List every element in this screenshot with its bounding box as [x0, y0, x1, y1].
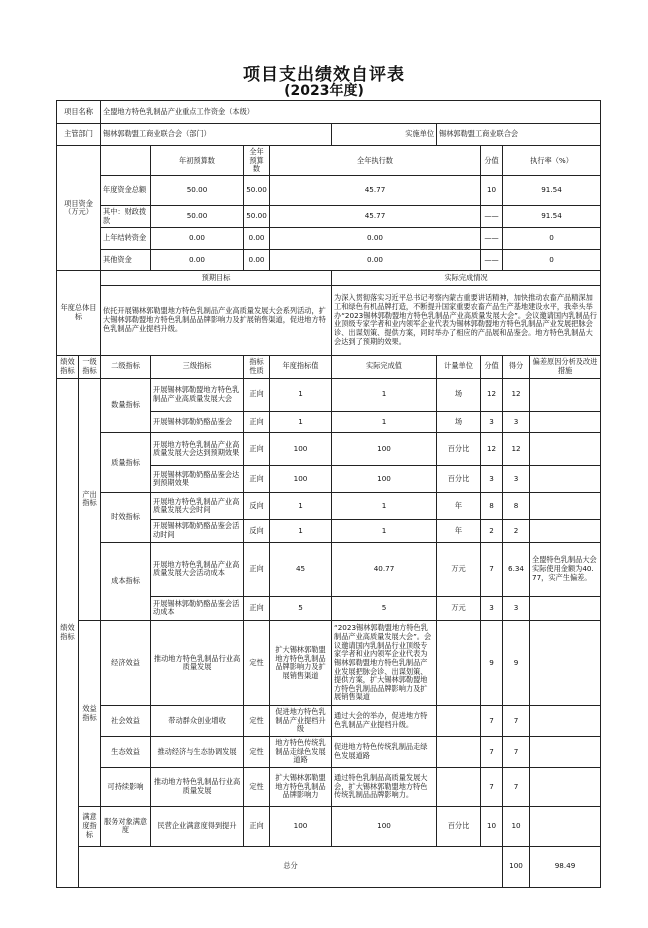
output-label: 产出指标 [79, 378, 101, 621]
time-label: 时效指标 [101, 493, 151, 543]
funds-header-row [57, 146, 601, 176]
perf-note [530, 411, 601, 433]
quantity-label: 数量指标 [101, 378, 151, 433]
perf-header: 实际完成值 [332, 355, 437, 378]
perf-target: 100 [270, 807, 332, 846]
perf-note [530, 596, 601, 621]
funds-cell: —— [481, 206, 503, 228]
perf-unit: 万元 [437, 542, 481, 596]
perf-indicator: 开展锡林郭勒奶酪品鉴会活动时间 [151, 520, 244, 543]
funds-cell: 45.77 [270, 176, 481, 206]
perf-indicator: 开展锡林郭勒盟地方特色乳制品产业高质量发展大会 [151, 378, 244, 411]
funds-row [57, 227, 601, 249]
perf-indicator: 开展地方特色乳制品产业高质量发展大会达到预期效果 [151, 433, 244, 466]
funds-row-label: 年度资金总额 [101, 176, 151, 206]
perf-note: 全盟特色乳制品大会实际使用金额为40.77，实产生偏差。 [530, 542, 601, 596]
perf-score: 2 [503, 520, 530, 543]
perf-note [530, 493, 601, 520]
perf-indicator: 带动群众创业增收 [151, 706, 244, 737]
perf-unit: 年 [437, 520, 481, 543]
eco-label: 生态效益 [101, 737, 151, 768]
perf-actual: 40.77 [332, 542, 437, 596]
perf-note [530, 466, 601, 493]
perf-max: 7 [481, 737, 503, 768]
perf-actual: 100 [332, 807, 437, 846]
page-title: 项目支出绩效自评表 [243, 65, 405, 85]
perf-actual: 100 [332, 433, 437, 466]
perf-unit: 百分比 [437, 433, 481, 466]
impl-label: 实施单位 [332, 123, 437, 146]
funds-cell: 0.00 [244, 227, 270, 249]
perf-nature: 反向 [244, 493, 270, 520]
perf-indicator: 开展锡林郭勒奶酪品鉴会达到预期效果 [151, 466, 244, 493]
total-label: 总分 [79, 846, 503, 888]
perf-actual: 100 [332, 466, 437, 493]
perf-max: 7 [481, 542, 503, 596]
perf-unit: 场 [437, 378, 481, 411]
perf-indicator: 推动经济与生态协调发展 [151, 737, 244, 768]
perf-score: 9 [503, 621, 530, 706]
perf-score: 8 [503, 493, 530, 520]
project-name-value: 全盟地方特色乳制品产业重点工作资金（本级） [101, 101, 601, 124]
perf-row [57, 542, 601, 596]
perf-score: 6.34 [503, 542, 530, 596]
perf-header: 三级指标 [151, 355, 244, 378]
perf-score: 3 [503, 411, 530, 433]
perf-unit [437, 768, 481, 807]
goals-actual-text: 为深入贯彻落实习近平总书记考察内蒙古重要讲话精神，加快推动农畜产品精深加工和绿色有机品牌打造，不断提升国家重要农畜产品生产基地建设水平，我牵头举办“2023锡林郭勒盟地方特色乳制品产业高质量发展大会”。会议邀请国内乳制品行业顶级专家学者和业内领军企业代表为锡林郭勒盟地方特色乳制品产业发展把脉会诊、出谋划策、提供方案，同时举办了相应的产品展和品鉴会。地方特色乳制品大会达到了预期的效果。 [332, 285, 601, 355]
perf-max: 3 [481, 411, 503, 433]
perf-target: 1 [270, 493, 332, 520]
goals-expected-label: 预期目标 [101, 271, 332, 285]
perf-header: 偏差原因分析及改进措施 [530, 355, 601, 378]
funds-header: 全年执行数 [270, 146, 481, 176]
perf-note [530, 433, 601, 466]
funds-cell: 91.54 [503, 176, 601, 206]
perf-indicator: 开展锡林郭勒奶酪品鉴会活动成本 [151, 596, 244, 621]
funds-row-label: 其中：财政拨款 [101, 206, 151, 228]
page-subtitle-year: (2023年度) [284, 83, 364, 99]
funds-section-label: 项目资金（万元） [57, 146, 101, 271]
funds-header: 全年预算数 [244, 146, 270, 176]
perf-indicator: 推动地方特色乳制品行业高质量发展 [151, 768, 244, 807]
perf-nature: 正向 [244, 411, 270, 433]
perf-nature: 正向 [244, 378, 270, 411]
perf-target: 促进地方特色乳制品产业提档升级 [270, 706, 332, 737]
funds-header: 年初预算数 [151, 146, 244, 176]
perf-actual: 1 [332, 411, 437, 433]
perf-note [530, 378, 601, 411]
perf-target: 45 [270, 542, 332, 596]
perf-indicator: 开展锡林郭勒奶酪品鉴会 [151, 411, 244, 433]
perf-header: 指标性质 [244, 355, 270, 378]
economic-label: 经济效益 [101, 621, 151, 706]
goals-row [57, 285, 601, 355]
perf-header: 二级指标 [101, 355, 151, 378]
perf-nature: 正向 [244, 542, 270, 596]
total-max: 100 [503, 846, 530, 888]
funds-cell: 10 [481, 176, 503, 206]
perf-actual: 1 [332, 378, 437, 411]
total-row [57, 846, 601, 888]
dept-label: 主管部门 [57, 123, 101, 146]
perf-unit [437, 706, 481, 737]
cost-label: 成本指标 [101, 542, 151, 620]
dept-value: 锡林郭勒盟工商业联合会（部门） [101, 123, 332, 146]
funds-cell: 0 [503, 249, 601, 271]
perf-nature: 反向 [244, 520, 270, 543]
perf-note [530, 807, 601, 846]
funds-cell: 0.00 [270, 227, 481, 249]
perf-header: 分值 [481, 355, 503, 378]
funds-header: 执行率（%） [503, 146, 601, 176]
project-name-label: 项目名称 [57, 101, 101, 124]
perf-row [57, 768, 601, 807]
perf-actual: 通过特色乳制品高质量发展大会，扩大锡林郭勒盟地方特色传统乳制品品牌影响力。 [332, 768, 437, 807]
perf-actual: 5 [332, 596, 437, 621]
funds-cell: 50.00 [151, 206, 244, 228]
perf-nature: 定性 [244, 621, 270, 706]
evaluation-table [56, 100, 601, 888]
perf-unit [437, 737, 481, 768]
perf-nature: 正向 [244, 807, 270, 846]
perf-score: 12 [503, 378, 530, 411]
perf-note [530, 520, 601, 543]
perf-row [57, 737, 601, 768]
perf-unit: 万元 [437, 596, 481, 621]
perf-indicator: 开展地方特色乳制品产业高质量发展大会时间 [151, 493, 244, 520]
perf-header: 计量单位 [437, 355, 481, 378]
funds-row [57, 249, 601, 271]
perf-max: 12 [481, 378, 503, 411]
funds-cell: 50.00 [151, 176, 244, 206]
funds-cell: 50.00 [244, 206, 270, 228]
perf-unit: 百分比 [437, 807, 481, 846]
satisfaction-label: 满意度指标 [79, 807, 101, 846]
project-name-row [57, 101, 601, 124]
funds-header: 分值 [481, 146, 503, 176]
perf-max: 12 [481, 433, 503, 466]
sustain-label: 可持续影响 [101, 768, 151, 807]
perf-target: 5 [270, 596, 332, 621]
funds-row-label: 上年结转资金 [101, 227, 151, 249]
perf-actual: 1 [332, 493, 437, 520]
perf-max: 2 [481, 520, 503, 543]
perf-score: 7 [503, 737, 530, 768]
perf-note [530, 737, 601, 768]
perf-target: 100 [270, 433, 332, 466]
perf-row [57, 807, 601, 846]
funds-cell: 0.00 [151, 227, 244, 249]
perf-unit: 年 [437, 493, 481, 520]
perf-note [530, 621, 601, 706]
impl-value: 锡林郭勒盟工商业联合会 [437, 123, 601, 146]
funds-row [57, 206, 601, 228]
goals-label: 年度总体目标 [57, 271, 101, 356]
perf-row [57, 433, 601, 466]
perf-target: 1 [270, 520, 332, 543]
perf-max: 3 [481, 596, 503, 621]
funds-cell: 0.00 [270, 249, 481, 271]
perf-note [530, 768, 601, 807]
funds-cell: 45.77 [270, 206, 481, 228]
perf-indicator: 开展地方特色乳制品产业高质量发展大会活动成本 [151, 542, 244, 596]
perf-nature: 定性 [244, 706, 270, 737]
perf-target: 扩大锡林郭勒盟地方特色乳制品品牌影响力 [270, 768, 332, 807]
perf-row [57, 493, 601, 520]
perf-max: 9 [481, 621, 503, 706]
perf-header: 绩效指标 [57, 355, 79, 378]
funds-row [57, 176, 601, 206]
funds-cell: 0 [503, 227, 601, 249]
goals-actual-label: 实际完成情况 [332, 271, 601, 285]
perf-nature: 正向 [244, 596, 270, 621]
funds-cell: —— [481, 227, 503, 249]
dept-row [57, 123, 601, 146]
perf-nature: 正向 [244, 433, 270, 466]
perf-unit: 百分比 [437, 466, 481, 493]
perf-group-label: 绩效指标 [57, 378, 79, 887]
perf-unit [437, 621, 481, 706]
service-label: 服务对象满意度 [101, 807, 151, 846]
perf-target: 地方特色传统乳制品走绿色发展道路 [270, 737, 332, 768]
perf-score: 7 [503, 706, 530, 737]
perf-score: 3 [503, 596, 530, 621]
perf-target: 100 [270, 466, 332, 493]
perf-actual: 1 [332, 520, 437, 543]
funds-cell: 0.00 [151, 249, 244, 271]
perf-actual: 通过大会的举办，促进地方特色乳制品产业提档升级。 [332, 706, 437, 737]
perf-unit: 场 [437, 411, 481, 433]
perf-note [530, 706, 601, 737]
perf-score: 12 [503, 433, 530, 466]
perf-actual: “2023锡林郭勒盟地方特色乳制品产业高质量发展大会”。会议邀请国内乳制品行业顶级专家学者和业内领军企业代表为锡林郭勒盟地方特色乳制品产业发展把脉会诊、出谋划策、提供方案，扩大锡林郭勒盟地方特色乳制品品牌影响力及扩展销售渠道 [332, 621, 437, 706]
perf-nature: 定性 [244, 768, 270, 807]
perf-row [57, 706, 601, 737]
social-label: 社会效益 [101, 706, 151, 737]
perf-score: 10 [503, 807, 530, 846]
effect-label: 效益指标 [79, 621, 101, 807]
perf-header: 得分 [503, 355, 530, 378]
perf-indicator: 推动地方特色乳制品行业高质量发展 [151, 621, 244, 706]
perf-nature: 定性 [244, 737, 270, 768]
perf-header: 年度指标值 [270, 355, 332, 378]
funds-cell: —— [481, 249, 503, 271]
perf-header: 一级指标 [79, 355, 101, 378]
funds-cell: 91.54 [503, 206, 601, 228]
perf-indicator: 民营企业满意度得到提升 [151, 807, 244, 846]
perf-max: 7 [481, 768, 503, 807]
perf-target: 扩大锡林郭勒盟地方特色乳制品品牌影响力及扩展销售渠道 [270, 621, 332, 706]
funds-cell: 50.00 [244, 176, 270, 206]
perf-max: 8 [481, 493, 503, 520]
perf-max: 7 [481, 706, 503, 737]
funds-cell: 0.00 [244, 249, 270, 271]
perf-score: 3 [503, 466, 530, 493]
goals-expected-text: 依托开展锡林郭勒盟地方特色乳制品产业高质量发展大会系列活动，扩大锡林郭勒盟地方特色乳制品品牌影响力及扩展销售渠道，促进地方特色乳制品产业提档升级。 [101, 285, 332, 355]
perf-nature: 正向 [244, 466, 270, 493]
total-score: 98.49 [530, 846, 601, 888]
funds-row-label: 其他资金 [101, 249, 151, 271]
perf-header-row [57, 355, 601, 378]
perf-target: 1 [270, 411, 332, 433]
perf-score: 7 [503, 768, 530, 807]
quality-label: 质量指标 [101, 433, 151, 493]
perf-max: 3 [481, 466, 503, 493]
perf-row [57, 621, 601, 706]
perf-actual: 促进地方特色传统乳制品走绿色发展道路 [332, 737, 437, 768]
perf-target: 1 [270, 378, 332, 411]
perf-max: 10 [481, 807, 503, 846]
goals-header-row [57, 271, 601, 285]
perf-row [57, 378, 601, 411]
